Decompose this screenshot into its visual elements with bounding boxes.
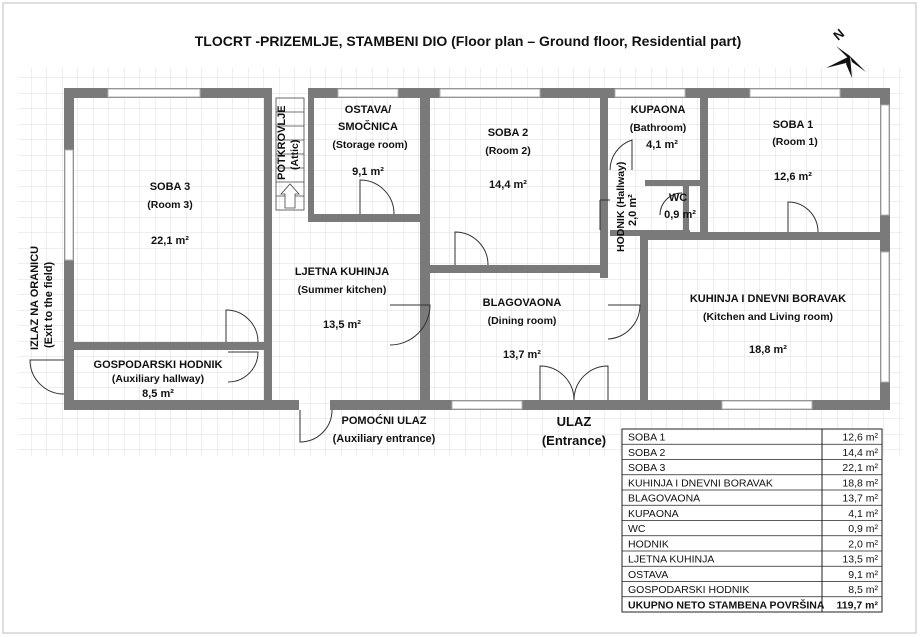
- room-soba2-area: 14,4 m²: [489, 179, 527, 191]
- room-soba3-name: SOBA 3: [149, 181, 191, 193]
- table-row-room: HODNIK: [628, 538, 669, 551]
- entrance-label-2: (Entrance): [541, 433, 607, 448]
- table-row-room: KUPAONA: [628, 507, 679, 520]
- table-row-area: 0,9 m²: [848, 523, 878, 535]
- room-soba3-area: 22,1 m²: [151, 235, 189, 247]
- room-gospodarski-name: GOSPODARSKI HODNIK: [93, 359, 223, 371]
- table-row-room: BLAGOVAONA: [628, 492, 701, 505]
- exit-field-label-1: IZLAZ NA ORANICU: [29, 245, 41, 350]
- table-row-area: 2,0 m²: [848, 538, 878, 551]
- room-blagovaona-name: BLAGOVAONA: [482, 297, 562, 309]
- room-kupaona-sub: (Bathroom): [629, 122, 687, 134]
- room-kuhinja-name: KUHINJA I DNEVNI BORAVAK: [689, 293, 847, 305]
- room-kupaona-area: 4,1 m²: [646, 139, 678, 151]
- table-row-area: 8,5 m²: [848, 584, 878, 596]
- table-row-room: SOBA 1: [628, 431, 666, 444]
- room-ljetna-area: 13,5 m²: [323, 319, 361, 331]
- room-hodnik-area: 2,0 m²: [627, 194, 639, 226]
- room-soba2-name: SOBA 2: [487, 127, 529, 139]
- table-row-room: GOSPODARSKI HODNIK: [628, 584, 750, 596]
- table-row-room: LJETNA KUHINJA: [628, 553, 715, 566]
- room-ostava-name1: OSTAVA/: [344, 104, 392, 116]
- table-row-room: OSTAVA: [628, 568, 669, 581]
- room-blagovaona-area: 13,7 m²: [503, 349, 541, 361]
- room-soba1-name: SOBA 1: [772, 119, 814, 131]
- table-total-label: UKUPNO NETO STAMBENA POVRŠINA: [628, 599, 825, 612]
- room-soba1-sub: (Room 1): [772, 136, 818, 148]
- table-row-room: SOBA 3: [628, 462, 666, 474]
- room-ostava-name2: SMOČNICA: [338, 121, 398, 133]
- room-gospodarski-sub: (Auxiliary hallway): [111, 373, 205, 385]
- auxiliary-entrance-label-2: (Auxiliary entrance): [332, 433, 436, 445]
- table-row-area: 18,8 m²: [842, 477, 878, 490]
- room-ljetna-sub: (Summer kitchen): [297, 284, 387, 296]
- table-row-area: 9,1 m²: [848, 568, 878, 581]
- room-hodnik-name: HODNIK (Hallway): [615, 161, 627, 252]
- room-kuhinja-area: 18,8 m²: [749, 344, 787, 356]
- table-row-area: 14,4 m²: [842, 446, 878, 459]
- exit-field-label-2: (Exit to the field): [43, 261, 55, 348]
- room-ostava-sub: (Storage room): [332, 139, 408, 151]
- table-row-room: SOBA 2: [628, 446, 666, 459]
- room-kuhinja-sub: (Kitchen and Living room): [702, 311, 834, 323]
- room-blagovaona-sub: (Dining room): [487, 315, 557, 327]
- plan-title: TLOCRT -PRIZEMLJE, STAMBENI DIO (Floor plan – Ground floor, Residential part): [194, 33, 742, 49]
- room-kupaona-name: KUPAONA: [630, 104, 686, 116]
- room-soba1-area: 12,6 m²: [774, 171, 812, 183]
- room-potkrovlje-name: POTKROVLJE: [276, 105, 288, 180]
- room-soba3-sub: (Room 3): [147, 199, 193, 211]
- table-row-area: 12,6 m²: [842, 431, 878, 444]
- entrance-label-1: ULAZ: [556, 414, 592, 429]
- area-table: [622, 429, 882, 612]
- table-row-room: WC: [628, 523, 646, 535]
- north-label: N: [830, 25, 848, 44]
- room-potkrovlje-sub: (Attic): [289, 139, 301, 170]
- room-gospodarski-area: 8,5 m²: [142, 388, 174, 400]
- room-wc-area: 0,9 m²: [664, 209, 696, 221]
- table-row-area: 13,7 m²: [842, 492, 878, 505]
- auxiliary-entrance-label-1: POMOĆNI ULAZ: [341, 415, 427, 427]
- room-ostava-area: 9,1 m²: [352, 166, 384, 178]
- room-ljetna-name: LJETNA KUHINJA: [294, 266, 390, 278]
- table-row-room: KUHINJA I DNEVNI BORAVAK: [628, 477, 773, 490]
- table-total-value: 119,7 m²: [836, 599, 878, 612]
- table-row-area: 4,1 m²: [848, 507, 878, 520]
- room-wc-name: WC: [668, 192, 688, 204]
- room-soba2-sub: (Room 2): [485, 145, 531, 157]
- table-row-area: 22,1 m²: [842, 462, 878, 474]
- table-row-area: 13,5 m²: [842, 553, 878, 566]
